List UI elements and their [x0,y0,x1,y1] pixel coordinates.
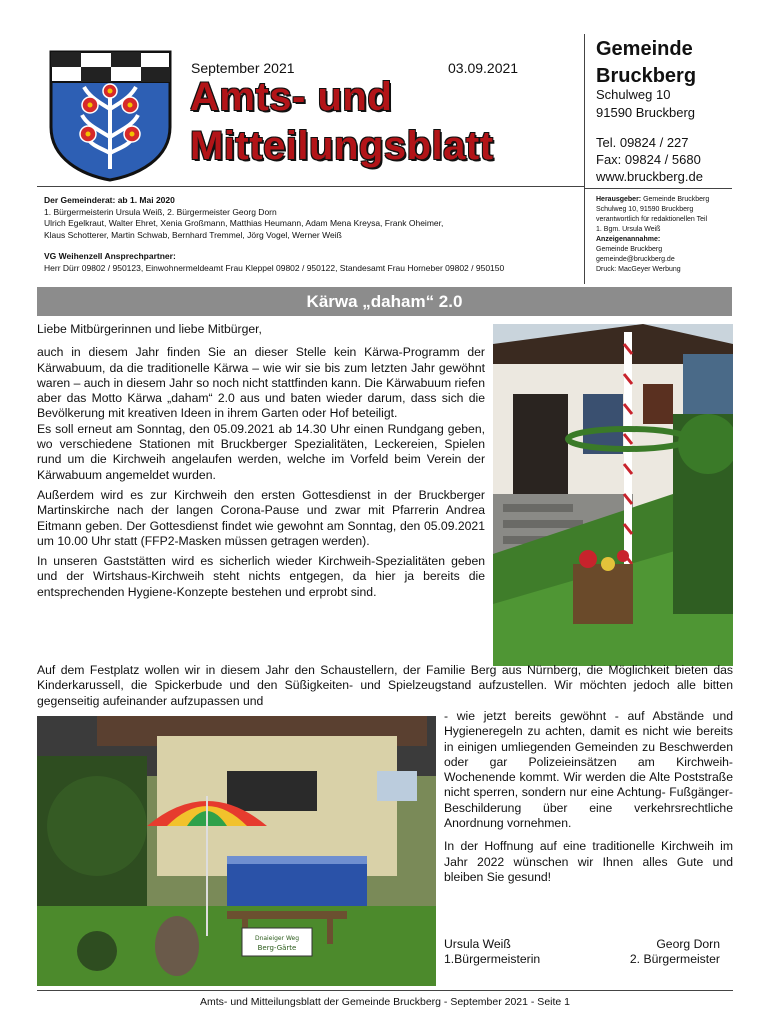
article-fullwidth [37,663,733,709]
publisher-label: Herausgeber: [596,196,642,203]
responsible-person: 1. Bgm. Ursula Weiß [596,226,661,233]
paragraph: Es soll erneut am Sonntag, den 05.09.2021 ab 14.30 Uhr einen Rundgang geben, wo verschiedene Stationen mit Bruckberger Spezialitäten, Leckereien, Spielen rund um die Kirchweih angelaufen werden, welche im Vorfeld beim Verein der Kärwabuum angemeldet wurden. [37,421,485,482]
vg-contacts: Herr Dürr 09802 / 950123, Einwohnermeldeamt Frau Kleppel 09802 / 950122, Standesamt Frau Horneber 09802 / 950150 [44,262,505,273]
title-line-2: Mitteilungsblatt [190,124,494,168]
council-line: 1. Bürgermeisterin Ursula Weiß, 2. Bürgermeister Georg Dorn [44,206,277,217]
issue-date: 03.09.2021 [448,60,519,76]
website-link[interactable]: www.bruckberg.de [596,169,703,184]
municipality-contact [596,134,703,185]
photo-maypole-house [493,324,733,666]
title-line-1: Amts- und [190,75,393,119]
impressum [596,195,746,275]
council-block [44,195,504,274]
paragraph: auch in diesem Jahr finden Sie an dieser Stelle kein Kärwa-Programm der Kärwabuum, da die traditionelle Kärwa – wie wir sie bis zum letzten Jahr gewöhnt waren – auch in diesem Jahr so noch nicht stattfinden kann. Die Kärwabuum riefen aber das Motto Kärwa „daham“ 2.0 aus und baten wieder darum, dass sich die Bevölkerung mit kreativen Ideen in ihrem Garten oder Hof beteiligt. [37,345,485,421]
publisher: Gemeinde Bruckberg [643,196,710,203]
city: 91590 Bruckberg [596,105,696,120]
signer-role: 1.Bürgermeisterin [444,952,541,967]
municipality-address [596,86,695,122]
paragraph: Außerdem wird es zur Kirchweih den ersten Gottesdienst in der Bruckberger Martinskirche nach der langen Corona-Pause und zwar mit Pfarrerin Andrea Eitmann geben. Der Gottesdienst findet wie gewohnt am Sonntag, den 05.09.2021 um 10.00 Uhr statt (FFP2-Masken müssen getragen werden). [37,487,485,548]
street: Schulweg 10 [596,87,671,102]
municipality-name-line2: Bruckberg [596,65,697,87]
paragraph: Auf dem Festplatz wollen wir in diesem Jahr den Schaustellern, der Familie Berg aus Nürnberg, die Möglichkeit bieten das Kinderkarussell, die Spickerbude und den Süßigkeiten- und Spielzeugstand aufzustellen. Wir möchten jedoch alle bitten gegenseitig aufeinander aufzupassen und [37,663,733,708]
contact-rule [585,188,732,189]
coat-of-arms [48,49,173,183]
issue-month: September 2021 [191,60,295,76]
photo-garden-umbrella [37,716,436,986]
municipality-name [596,36,696,90]
ads-label: Anzeigenannahme: [596,236,661,243]
signature-deputy [612,937,720,968]
council-heading: Der Gemeinderat: ab 1. Mai 2020 [44,195,175,205]
paragraph: - wie jetzt bereits gewöhnt - auf Abstände und Hygieneregeln zu achten, damit es nicht wie bereits in einigen umliegenden Gemeinden zu Beschwerden oder gar Polizeieinsätzen am Kirchweih-Wochenende kommt. Wir werden die Alte Poststraße nicht sperren, sondern nur eine Achtung- Fußgänger-Beschilderung über eine verkehrsrechtliche Anordnung vornehmen. [444,709,733,831]
ads-email-link[interactable]: gemeinde@bruckberg.de [596,256,675,263]
svg-text:Dnaieiger Weg: Dnaieiger Weg [254,935,300,942]
article-column-bottom [444,709,733,890]
paragraph: In der Hoffnung auf eine traditionelle Kirchweih im Jahr 2022 wünschen wir Ihnen alles Gute und bleiben Sie gesund! [444,839,733,884]
signer-role: 2. Bürgermeister [629,952,720,967]
municipality-name-line1: Gemeinde [596,38,693,60]
article-column-top [37,322,485,605]
paragraph: In unseren Gaststätten wird es sicherlich wieder Kirchweih-Spezialitäten geben und der Wirtshaus-Kirchweih steht nichts entgegen, da hier ja bereits die entsprechenden Hygiene-Konzepte bestehen und erprobt sind. [37,554,485,599]
ads-org: Gemeinde Bruckberg [596,246,663,253]
signer-name: Ursula Weiß [444,937,511,951]
publisher-address: Schulweg 10, 91590 Bruckberg [596,206,694,213]
signer-name: Georg Dorn [656,937,720,951]
header-rule [37,186,585,187]
council-line: Ulrich Egelkraut, Walter Ehret, Xenia Großmann, Matthias Heumann, Adam Mena Kreysa, Frank Oheimer, [44,218,444,228]
fax: Fax: 09824 / 5680 [596,152,701,167]
responsible-note: verantwortlich für redaktionellen Teil [596,216,708,223]
svg-text:Berg-Gärte: Berg-Gärte [257,944,297,952]
printer: Druck: MacGeyer Werbung [596,266,681,273]
signature-mayor [444,937,540,968]
council-line: Klaus Schotterer, Martin Schwab, Bernhard Tremmel, Jörg Vogel, Werner Weiß [44,229,342,240]
footer-rule [37,990,733,991]
header-divider [584,34,585,284]
phone: Tel. 09824 / 227 [596,135,689,150]
page-footer: Amts- und Mitteilungsblatt der Gemeinde Bruckberg - September 2021 - Seite 1 [199,996,571,1008]
article-title: Kärwa „daham“ 2.0 [37,287,732,316]
salutation: Liebe Mitbürgerinnen und liebe Mitbürger, [37,322,262,336]
vg-heading: VG Weihenzell Ansprechpartner: [44,251,176,261]
